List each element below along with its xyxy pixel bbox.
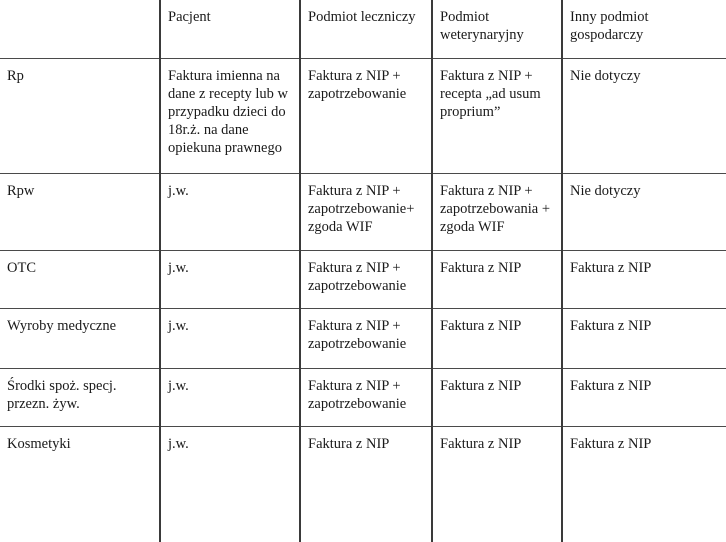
table-cell: Faktura z NIP + zapotrzebowania + zgoda WIF — [432, 174, 562, 251]
table-cell: j.w. — [160, 309, 300, 369]
table-row — [0, 174, 726, 251]
header-cell-podmiot-weterynaryjny: Podmiot weterynaryjny — [432, 0, 562, 59]
header-cell-empty — [0, 0, 160, 59]
table-cell: Faktura z NIP + zapotrzebowanie — [300, 309, 432, 369]
table-row — [0, 59, 726, 174]
row-label-cell: Wyroby medyczne — [0, 309, 160, 369]
row-label-cell: Rpw — [0, 174, 160, 251]
table-cell: Nie dotyczy — [562, 59, 726, 174]
table-cell: Faktura z NIP — [300, 427, 432, 542]
table-cell: Faktura z NIP — [562, 251, 726, 309]
table-cell: Faktura z NIP + zapotrzebowanie — [300, 369, 432, 427]
row-label-cell: Kosmetyki — [0, 427, 160, 542]
table-row — [0, 251, 726, 309]
table-cell: Faktura z NIP — [562, 369, 726, 427]
row-label-cell: Środki spoż. specj. przezn. żyw. — [0, 369, 160, 427]
table-cell: Faktura z NIP + zapotrzebowanie+ zgoda WIF — [300, 174, 432, 251]
table-cell: Faktura z NIP + zapotrzebowanie — [300, 59, 432, 174]
table-cell: Faktura z NIP — [432, 251, 562, 309]
table-cell: Nie dotyczy — [562, 174, 726, 251]
table-cell: j.w. — [160, 427, 300, 542]
header-cell-inny-podmiot: Inny podmiot gospodarczy — [562, 0, 726, 59]
table-cell: Faktura z NIP — [432, 309, 562, 369]
table-cell: Faktura z NIP — [562, 427, 726, 542]
table-cell: Faktura z NIP + zapotrzebowanie — [300, 251, 432, 309]
table-cell: Faktura z NIP — [562, 309, 726, 369]
table-cell: Faktura z NIP — [432, 369, 562, 427]
table-cell: j.w. — [160, 174, 300, 251]
table-row — [0, 309, 726, 369]
table-row — [0, 427, 726, 542]
table-cell: Faktura z NIP + recepta „ad usum proprium” — [432, 59, 562, 174]
table-cell: j.w. — [160, 369, 300, 427]
table-cell: Faktura imienna na dane z recepty lub w przypadku dzieci do 18r.ż. na dane opiekuna prawnego — [160, 59, 300, 174]
header-row — [0, 0, 726, 59]
table-row — [0, 369, 726, 427]
header-cell-podmiot-leczniczy: Podmiot leczniczy — [300, 0, 432, 59]
table-cell: Faktura z NIP — [432, 427, 562, 542]
row-label-cell: Rp — [0, 59, 160, 174]
row-label-cell: OTC — [0, 251, 160, 309]
header-cell-pacjent: Pacjent — [160, 0, 300, 59]
table-cell: j.w. — [160, 251, 300, 309]
